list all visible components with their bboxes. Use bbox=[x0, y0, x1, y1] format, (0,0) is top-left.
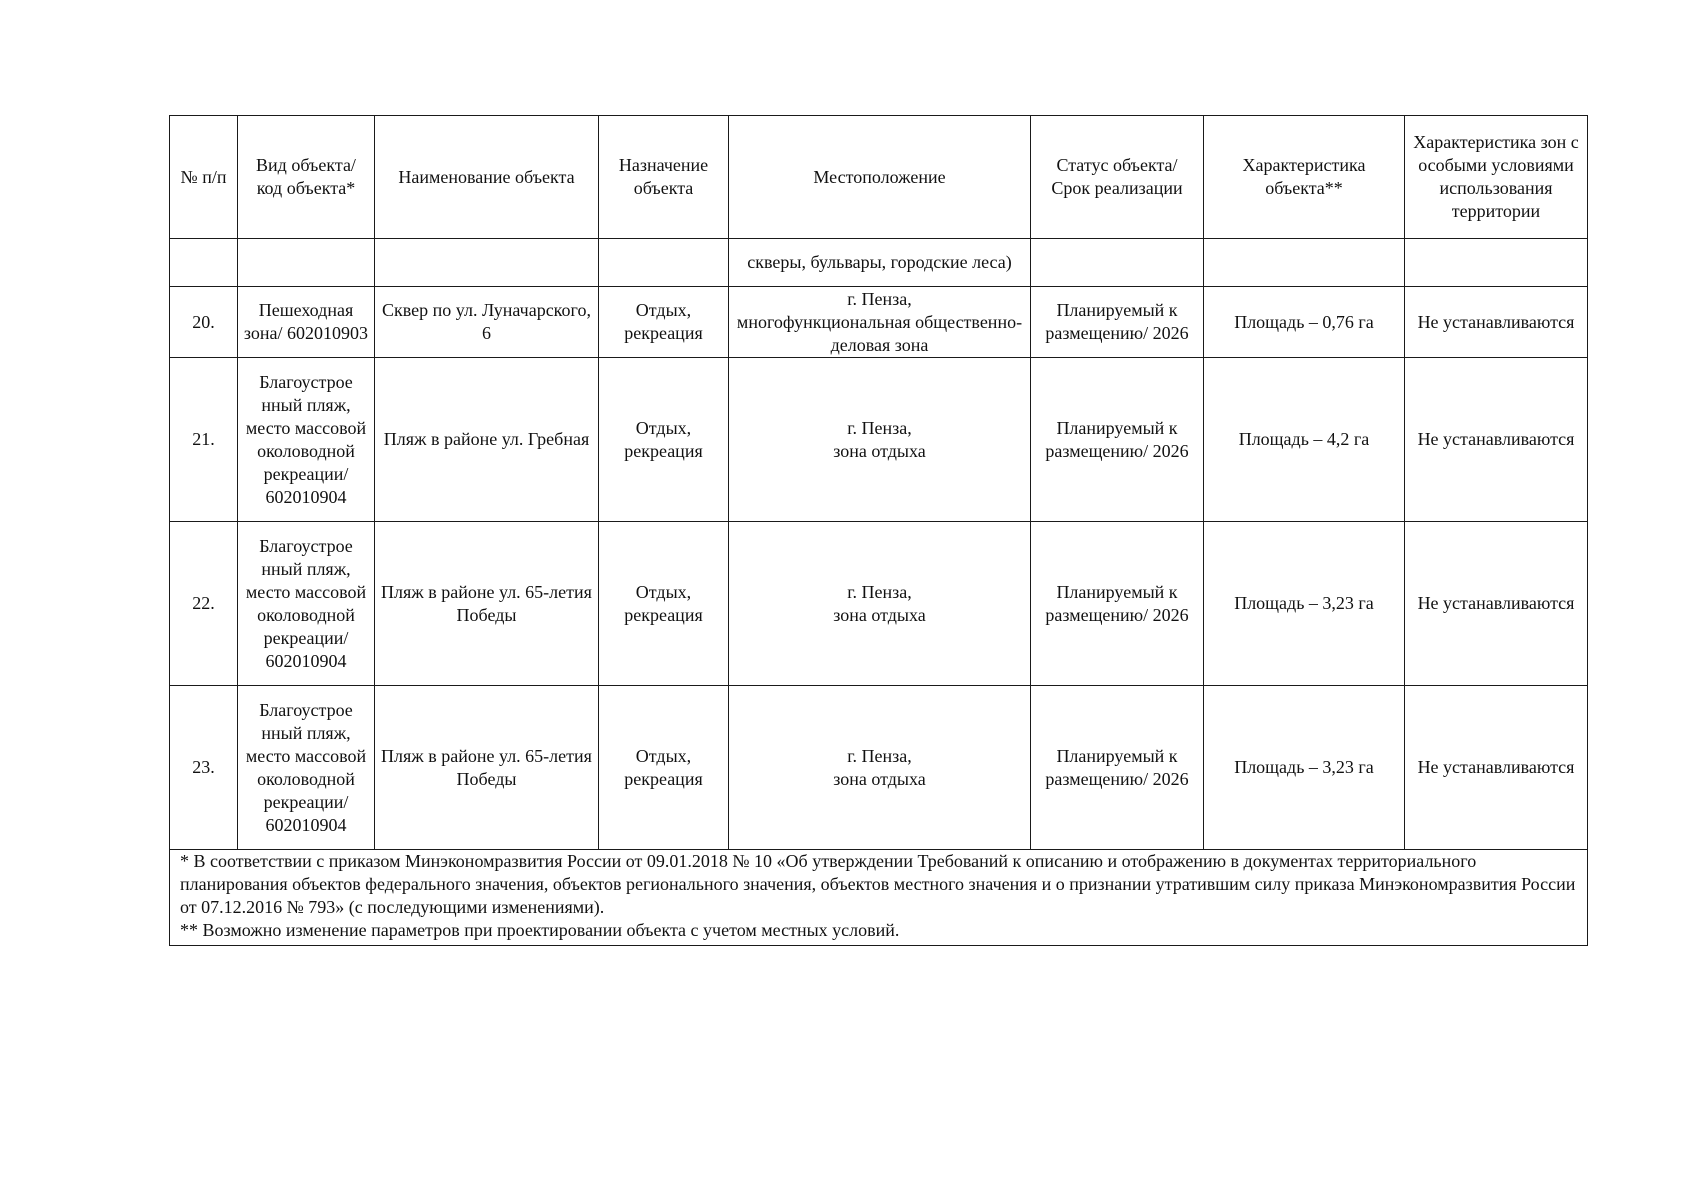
header-name: Наименование объекта bbox=[375, 116, 599, 239]
header-purpose: Назначение объекта bbox=[599, 116, 729, 239]
table-row bbox=[170, 287, 1588, 358]
row-characteristic: Площадь – 0,76 га bbox=[1204, 287, 1405, 358]
row-type: Пешеходная зона/ 602010903 bbox=[238, 287, 375, 358]
row-location bbox=[729, 358, 1031, 522]
row-type: Благоустрое нный пляж, место массовой околоводной рекреации/ 602010904 bbox=[238, 358, 375, 522]
row-status: Планируемый к размещению/ 2026 bbox=[1031, 522, 1204, 686]
location-city: г. Пенза, bbox=[847, 417, 912, 438]
table-cell bbox=[170, 239, 238, 287]
table-cell bbox=[238, 239, 375, 287]
row-status: Планируемый к размещению/ 2026 bbox=[1031, 287, 1204, 358]
row-zones: Не устанавливаются bbox=[1405, 358, 1588, 522]
row-purpose: Отдых, рекреация bbox=[599, 686, 729, 850]
row-characteristic: Площадь – 4,2 га bbox=[1204, 358, 1405, 522]
row-location bbox=[729, 287, 1031, 358]
location-city: г. Пенза, bbox=[847, 581, 912, 602]
row-name: Пляж в районе ул. 65-летия Победы bbox=[375, 522, 599, 686]
table-cell bbox=[1204, 239, 1405, 287]
row-location bbox=[729, 686, 1031, 850]
row-zones: Не устанавливаются bbox=[1405, 686, 1588, 850]
row-characteristic: Площадь – 3,23 га bbox=[1204, 522, 1405, 686]
row-name: Сквер по ул. Луначарского, 6 bbox=[375, 287, 599, 358]
row-purpose: Отдых, рекреация bbox=[599, 522, 729, 686]
table-row bbox=[170, 358, 1588, 522]
row-type: Благоустрое нный пляж, место массовой околоводной рекреации/ 602010904 bbox=[238, 522, 375, 686]
row-zones: Не устанавливаются bbox=[1405, 522, 1588, 686]
footnotes-cell bbox=[170, 850, 1588, 946]
table-row-continuation bbox=[170, 239, 1588, 287]
location-zone: зона отдыха bbox=[833, 604, 926, 625]
row-status: Планируемый к размещению/ 2026 bbox=[1031, 686, 1204, 850]
header-num: № п/п bbox=[170, 116, 238, 239]
row-type: Благоустрое нный пляж, место массовой околоводной рекреации/ 602010904 bbox=[238, 686, 375, 850]
row-status: Планируемый к размещению/ 2026 bbox=[1031, 358, 1204, 522]
row-purpose: Отдых, рекреация bbox=[599, 358, 729, 522]
row-location bbox=[729, 522, 1031, 686]
header-characteristic: Характеристика объекта** bbox=[1204, 116, 1405, 239]
objects-table bbox=[169, 115, 1588, 946]
location-city: г. Пенза, bbox=[847, 745, 912, 766]
header-location: Местоположение bbox=[729, 116, 1031, 239]
location-zone: многофункциональная общественно-деловая зона bbox=[736, 311, 1023, 355]
header-zones: Характеристика зон с особыми условиями использования территории bbox=[1405, 116, 1588, 239]
table-cell bbox=[1405, 239, 1588, 287]
row-name: Пляж в районе ул. 65-летия Победы bbox=[375, 686, 599, 850]
row-num: 21. bbox=[170, 358, 238, 522]
row-characteristic: Площадь – 3,23 га bbox=[1204, 686, 1405, 850]
table-row bbox=[170, 686, 1588, 850]
location-zone: зона отдыха bbox=[833, 440, 926, 461]
row-zones: Не устанавливаются bbox=[1405, 287, 1588, 358]
header-type: Вид объекта/ код объекта* bbox=[238, 116, 375, 239]
table-header-row bbox=[170, 116, 1588, 239]
table-row bbox=[170, 522, 1588, 686]
continuation-location-cell: скверы, бульвары, городские леса) bbox=[729, 239, 1031, 287]
footnote-1: * В соответствии с приказом Минэкономразвития России от 09.01.2018 № 10 «Об утверждении Требований к описанию и отображению в документах территориального планирования объектов федерального значения, объектов регионального значения, объектов местного значения и о признании утратившим силу приказа Минэкономразвития России от 07.12.2016 № 793» (с последующими изменениями). bbox=[180, 851, 1576, 917]
row-name: Пляж в районе ул. Гребная bbox=[375, 358, 599, 522]
header-status: Статус объекта/ Срок реализации bbox=[1031, 116, 1204, 239]
row-purpose: Отдых, рекреация bbox=[599, 287, 729, 358]
table-cell bbox=[375, 239, 599, 287]
footnote-2: ** Возможно изменение параметров при проектировании объекта с учетом местных условий. bbox=[180, 920, 900, 940]
table-cell bbox=[1031, 239, 1204, 287]
row-num: 22. bbox=[170, 522, 238, 686]
row-num: 23. bbox=[170, 686, 238, 850]
footnote-row bbox=[170, 850, 1588, 946]
table-cell bbox=[599, 239, 729, 287]
row-num: 20. bbox=[170, 287, 238, 358]
location-zone: зона отдыха bbox=[833, 768, 926, 789]
location-city: г. Пенза, bbox=[847, 288, 912, 309]
